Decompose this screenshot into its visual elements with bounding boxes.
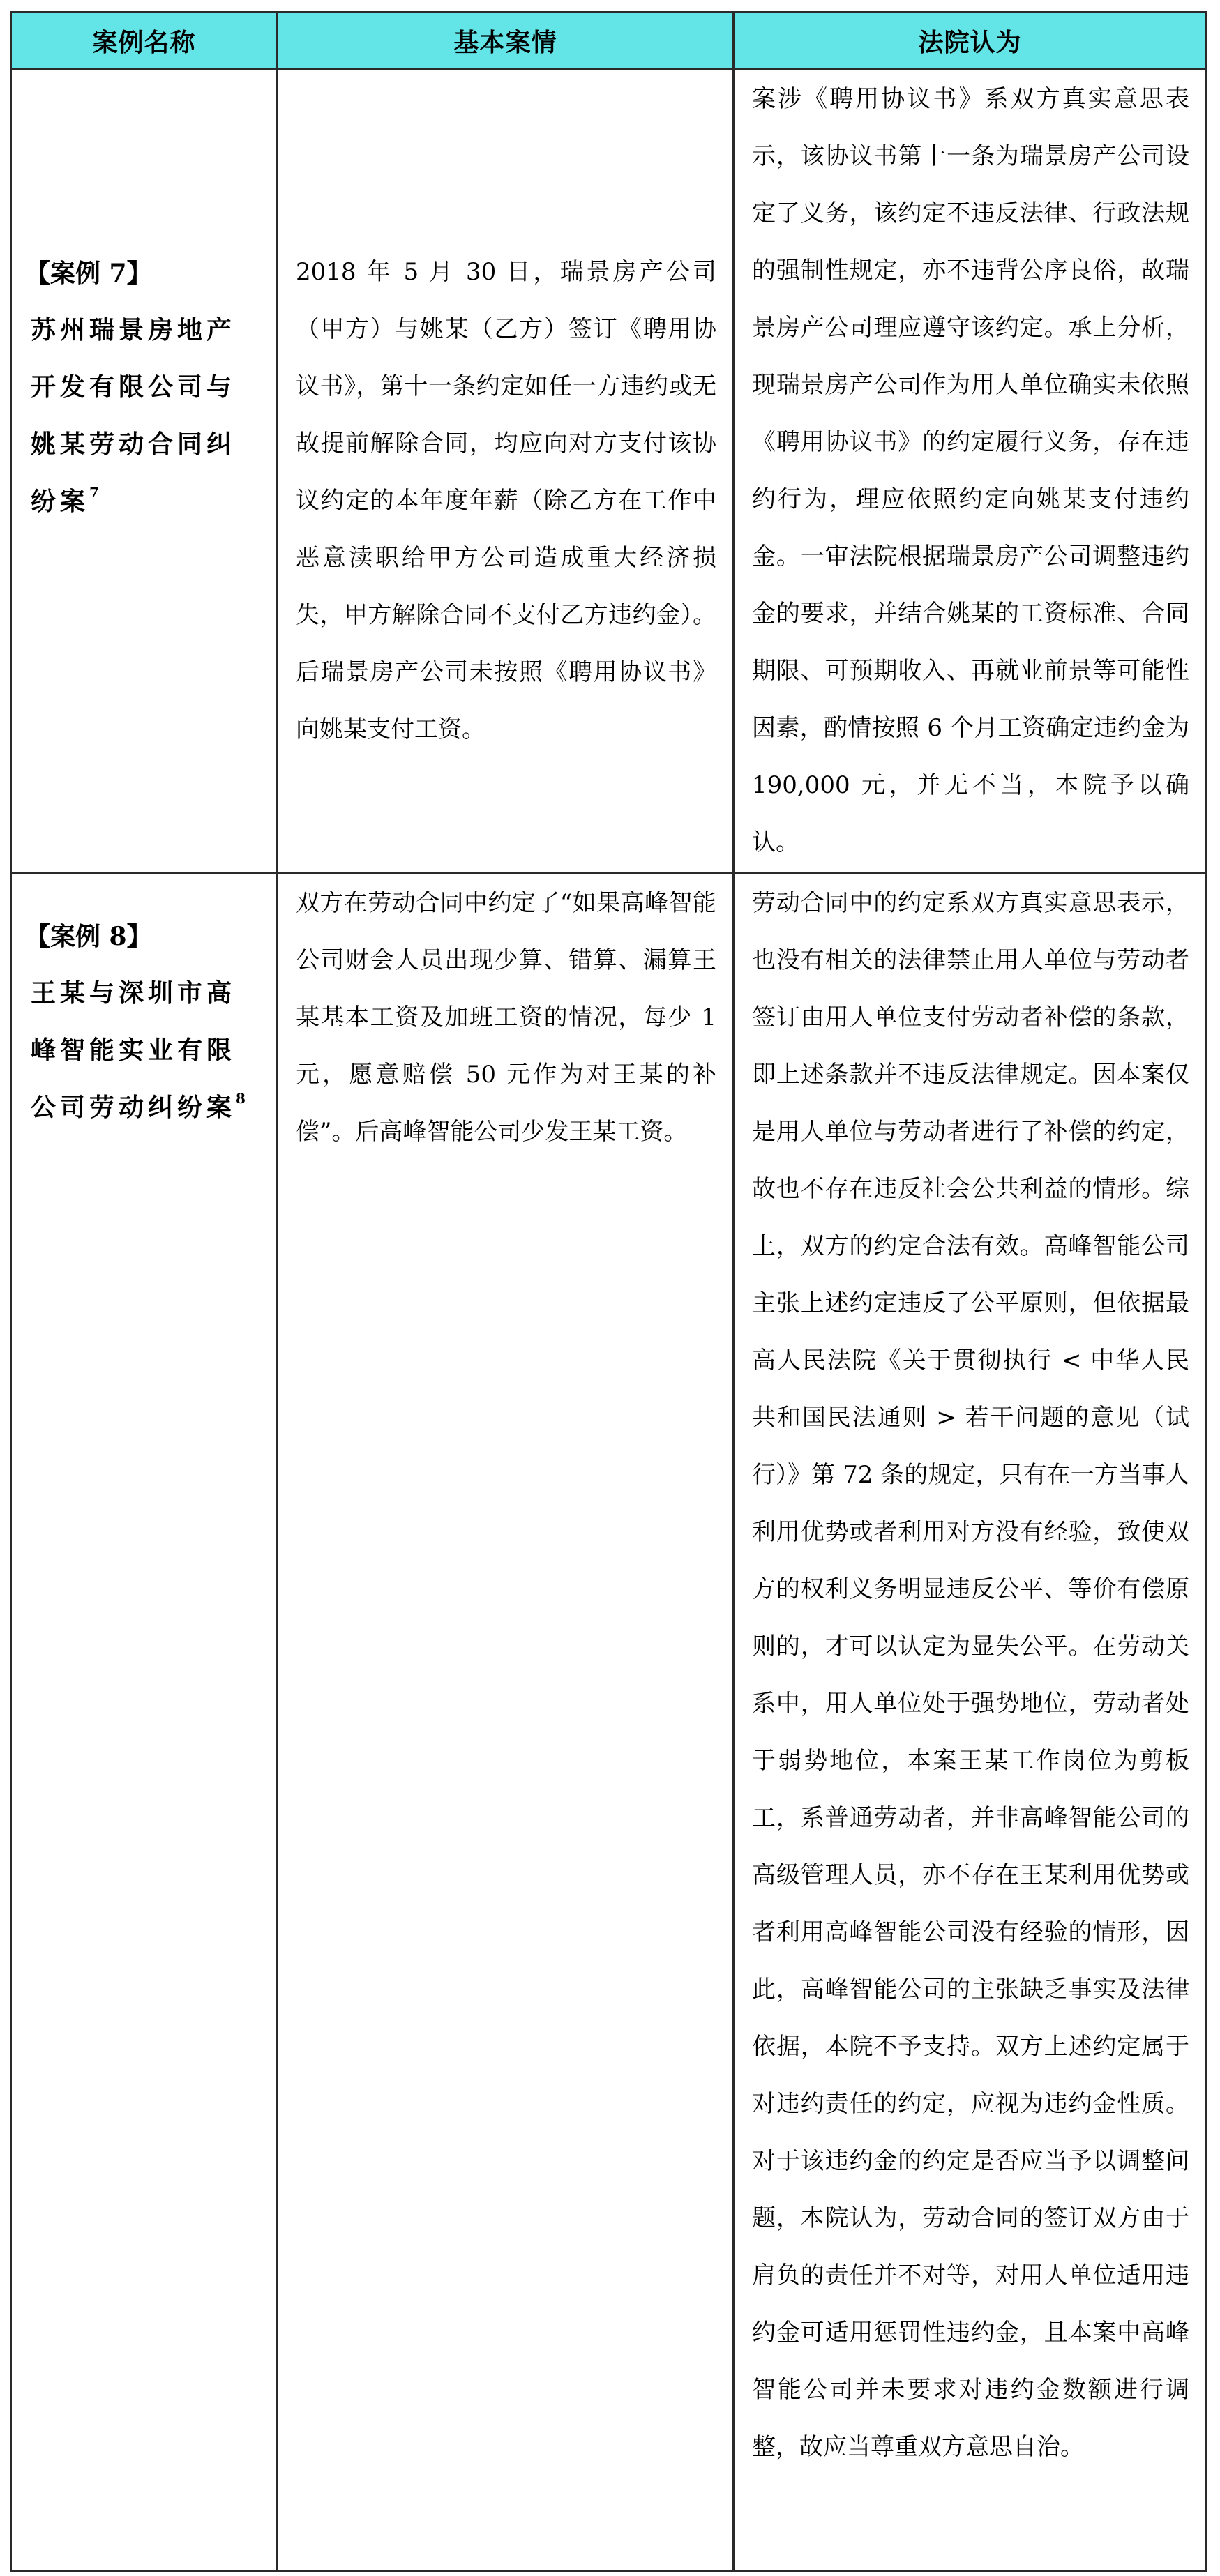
case-comparison-table <box>10 11 1207 2572</box>
court-opinion-cell <box>734 873 1207 2571</box>
header-case-name: 案例名称 <box>11 13 278 69</box>
court-opinion-text: 案涉《聘用协议书》系双方真实意思表示，该协议书第十一条为瑞景房产公司设定了义务，该约定不违反法律、行政法规的强制性规定，亦不违背公序良俗，故瑞景房产公司理应遵守该约定。承上分析，现瑞景房产公司作为用人单位确实未依照《聘用协议书》的约定履行义务，存在违约行为，理应依照约定向姚某支付违约金。一审法院根据瑞景房产公司调整违约金的要求，并结合姚某的工资标准、合同期限、可预期收入、再就业前景等可能性因素，酌情按照 6 个月工资确定违约金为 190,000 元，并无不当，本院予以确认。 <box>752 85 1189 856</box>
footnote-ref[interactable]: 8 <box>236 1090 246 1107</box>
basic-facts-text: 2018 年 5 月 30 日，瑞景房产公司（甲方）与姚某（乙方）签订《聘用协议书》，第十一条约定如任一方违约或无故提前解除合同，均应向对方支付该协议约定的本年度年薪（除乙方在工作中恶意渎职给甲方公司造成重大经济损失，甲方解除合同不支付乙方违约金）。后瑞景房产公司未按照《聘用协议书》向姚某支付工资。 <box>296 258 716 743</box>
court-opinion-cell <box>734 69 1207 873</box>
case-title: 王某与深圳市高峰智能实业有限公司劳动纠纷案$^8$ <box>31 979 246 1122</box>
footnote-ref[interactable]: 7 <box>89 484 99 501</box>
header-court-opinion: 法院认为 <box>734 13 1207 69</box>
case-label: 【案例 7】 <box>25 259 152 288</box>
court-opinion-text: 劳动合同中的约定系双方真实意思表示，也没有相关的法律禁止用人单位与劳动者签订由用人单位支付劳动者补偿的条款，即上述条款并不违反法律规定。因本案仅是用人单位与劳动者进行了补偿的约定，故也不存在违反社会公共利益的情形。综上，双方的约定合法有效。高峰智能公司主张上述约定违反了公平原则，但依据最高人民法院《关于贯彻执行 < 中华人民共和国民法通则 > 若干问题的意见（试行）》第 72 条的规定，只有在一方当事人利用优势或者利用对方没有经验，致使双方的权利义务明显违反公平、等价有偿原则的，才可以认定为显失公平。在劳动关系中，用人单位处于强势地位，劳动者处于弱势地位，本案王某工作岗位为剪板工，系普通劳动者，并非高峰智能公司的高级管理人员，亦不存在王某利用优势或者利用高峰智能公司没有经验的情形，因此，高峰智能公司的主张缺乏事实及法律依据，本院不予支持。双方上述约定属于对违约责任的约定，应视为违约金性质。对于该违约金的约定是否应当予以调整问题，本院认为，劳动合同的签订双方由于肩负的责任并不对等，对用人单位适用违约金可适用惩罚性违约金，且本案中高峰智能公司并未要求对违约金数额进行调整，故应当尊重双方意思自治。 <box>752 889 1189 2461</box>
case-title: 苏州瑞景房地产开发有限公司与姚某劳动合同纠纷案$^7$ <box>31 316 236 516</box>
case-label: 【案例 8】 <box>25 922 152 951</box>
table-row-case-7 <box>11 69 1207 873</box>
case-name-cell <box>11 873 278 2571</box>
basic-facts-cell <box>278 873 734 2571</box>
basic-facts-cell <box>278 69 734 873</box>
case-name-cell <box>11 69 278 873</box>
table-row-case-8 <box>11 873 1207 2571</box>
basic-facts-text: 双方在劳动合同中约定了“如果高峰智能公司财会人员出现少算、错算、漏算王某基本工资及加班工资的情况，每少 1 元，愿意赔偿 50 元作为对王某的补偿”。后高峰智能公司少发王某工资。 <box>296 889 716 1146</box>
header-basic-facts: 基本案情 <box>278 13 734 69</box>
table-header-row <box>11 13 1207 69</box>
